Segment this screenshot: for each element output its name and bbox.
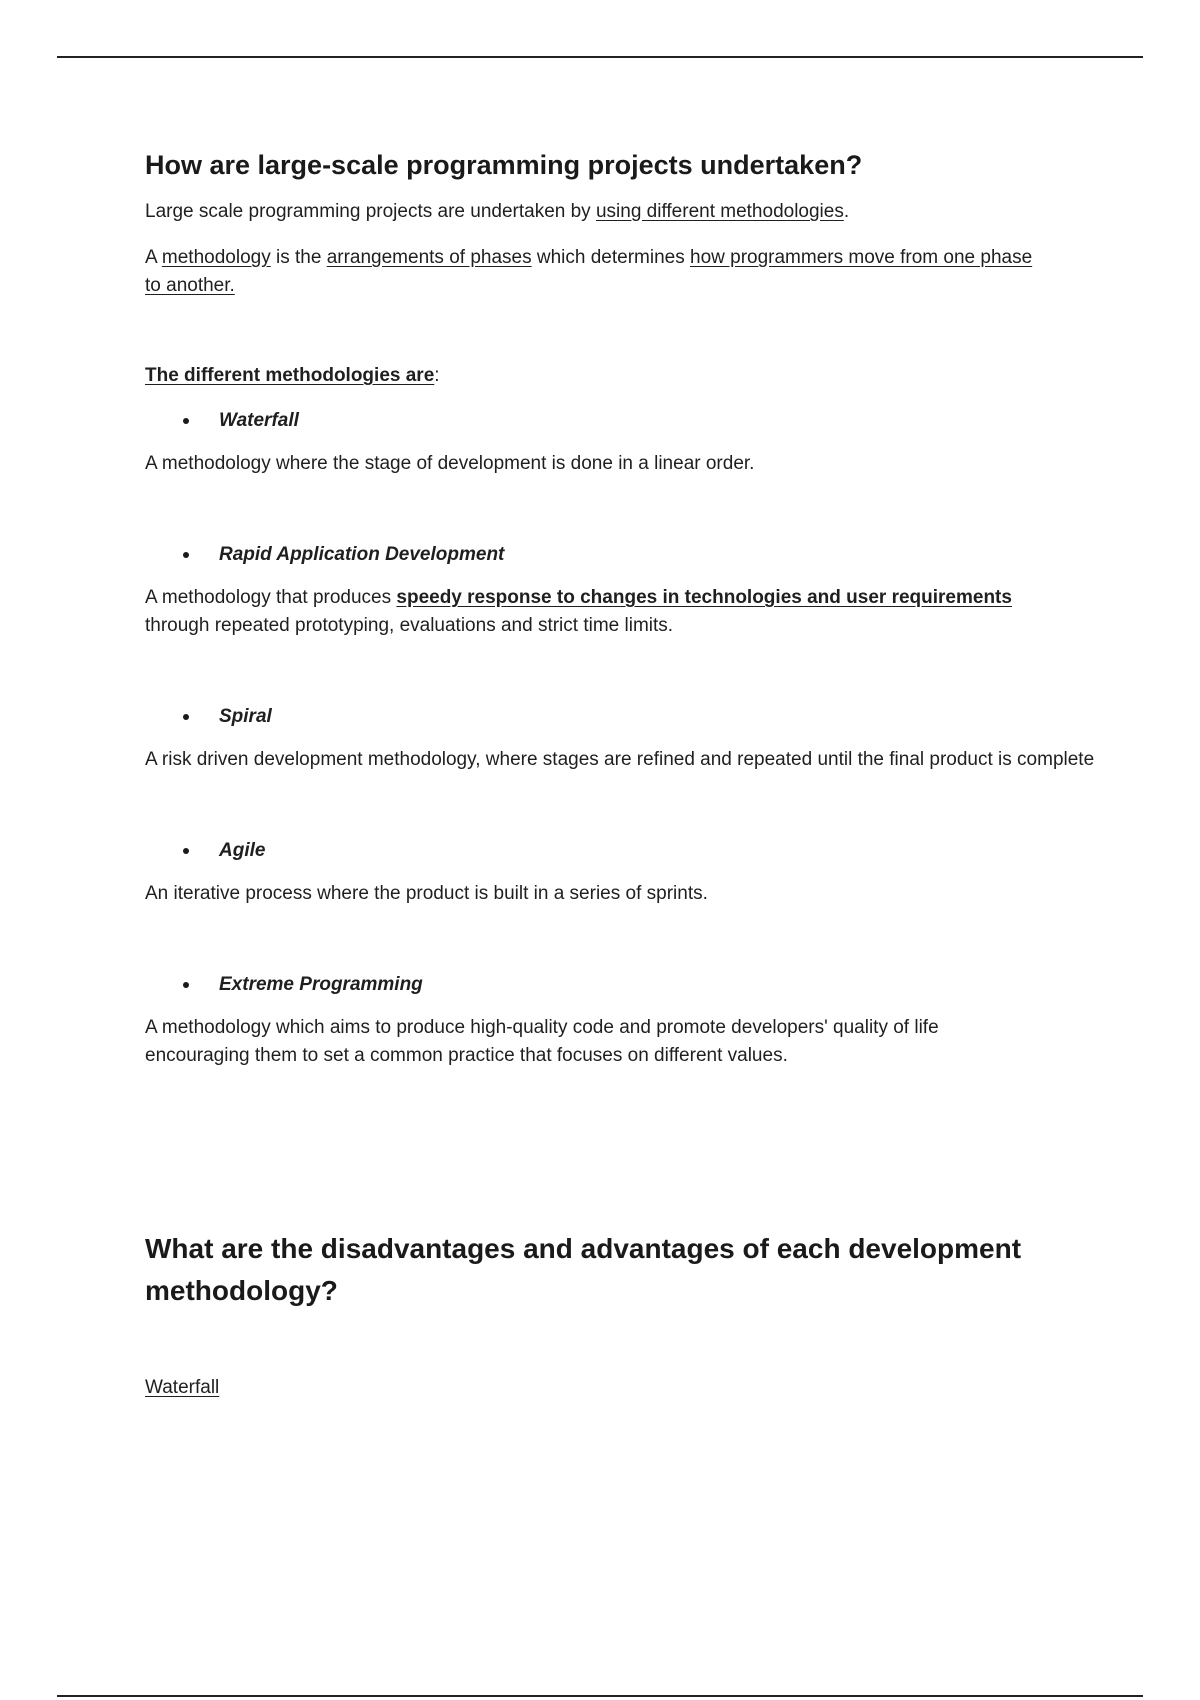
- bullet-icon: [183, 848, 189, 854]
- definition-article: A: [145, 247, 162, 268]
- section-heading-large-scale-projects: How are large-scale programming projects undertaken?: [145, 150, 863, 180]
- definition-mid: which determines: [531, 247, 690, 268]
- definition-term: methodology: [161, 247, 271, 268]
- footer-rule: [57, 1695, 1143, 1697]
- methodology-name: Extreme Programming: [219, 974, 423, 995]
- methodology-description-xp: A methodology which aims to produce high-quality code and promote developers' quality of life encouraging them to set a common practice that focuses on different values.: [145, 1017, 939, 1066]
- methodology-description-spiral: A risk driven development methodology, where stages are refined and repeated until the final product is complete: [145, 749, 1095, 770]
- methodology-description-rad: [145, 584, 1045, 640]
- rad-desc-start: A methodology that produces: [145, 587, 397, 608]
- rad-desc-emphasis: speedy response to changes in technologies and user requirements: [396, 587, 1012, 608]
- definition-phrase-phases: arrangements of phases: [326, 247, 532, 268]
- bullet-icon: [183, 552, 189, 558]
- definition-paragraph: [145, 244, 1050, 300]
- header-rule: [57, 56, 1143, 58]
- methodology-description-agile: An iterative process where the product is built in a series of sprints.: [145, 883, 708, 904]
- methodologies-list-heading: [145, 362, 1095, 390]
- methodology-bullet-xp: [183, 972, 1095, 998]
- bullet-icon: [183, 982, 189, 988]
- subheading-waterfall: Waterfall: [145, 1377, 220, 1398]
- intro-text: Large scale programming projects are undertaken by: [145, 201, 596, 222]
- bullet-icon: [183, 418, 189, 424]
- methodology-bullet-agile: [183, 838, 1095, 864]
- list-heading-text: The different methodologies are: [145, 365, 435, 386]
- methodology-name: Rapid Application Development: [219, 544, 505, 565]
- rad-desc-end: through repeated prototyping, evaluations and strict time limits.: [145, 615, 674, 636]
- intro-underlined-phrase: using different methodologies: [595, 201, 844, 222]
- section-heading-advantages: What are the disadvantages and advantages of each development methodology?: [145, 1233, 1022, 1306]
- methodology-name: Spiral: [219, 706, 272, 727]
- methodology-bullet-waterfall: [183, 408, 1095, 434]
- methodology-name: Agile: [219, 840, 266, 861]
- bullet-icon: [183, 714, 189, 720]
- definition-phrase-movement: how programmers move from one phase to another.: [145, 247, 1033, 296]
- methodology-description-waterfall: A methodology where the stage of development is done in a linear order.: [145, 453, 755, 474]
- list-heading-colon: :: [434, 365, 440, 386]
- methodology-bullet-spiral: [183, 704, 1095, 730]
- methodology-name: Waterfall: [219, 410, 299, 431]
- intro-paragraph: [145, 198, 1095, 226]
- definition-is: is the: [270, 247, 327, 268]
- document-body: [145, 148, 1095, 1402]
- methodology-bullet-rad: [183, 542, 1095, 568]
- intro-period: .: [843, 201, 850, 222]
